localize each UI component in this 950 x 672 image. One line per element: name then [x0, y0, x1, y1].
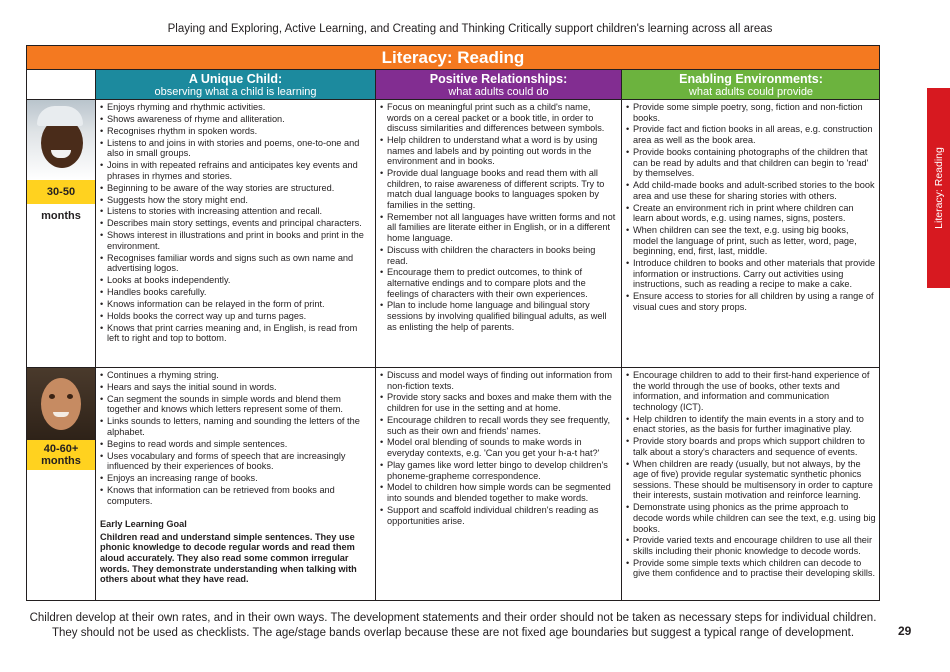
header-corner — [27, 70, 96, 100]
list-item: • Joins in with repeated refrains and anticipates key events and phrases in rhymes and stories. — [100, 160, 371, 181]
list-item: • Introduce children to books and other materials that provide information or instructions. Carry out activities using instructions, such as reading a recipe to make a cake. — [626, 258, 876, 290]
list-item: • Listens to stories with increasing attention and recall. — [100, 206, 371, 217]
bullet-list — [100, 370, 371, 506]
list-item: • Knows that print carries meaning and, in English, is read from left to right and top to bottom. — [100, 323, 371, 344]
footer-line: Children develop at their own rates, and in their own ways. The development statements and their order should not be taken as necessary steps for individual children. — [29, 612, 877, 624]
list-item: • Demonstrate using phonics as the prime approach to decode words while children can see the text, e.g. using big books. — [626, 502, 876, 534]
cell-enabling-environments-40-60 — [622, 368, 880, 601]
list-item: • Recognises familiar words and signs such as own name and advertising logos. — [100, 253, 371, 274]
reading-table — [26, 45, 880, 601]
footer-note — [26, 611, 880, 641]
early-learning-goal-text: Children read and understand simple sentences. They use phonic knowledge to decode regular words and read them aloud accurately. They also read some common irregular words. They demonstrate understanding when talking with others about what they have read. — [100, 531, 357, 585]
list-item: • Discuss with children the characters in books being read. — [380, 245, 617, 266]
list-item: • Beginning to be aware of the way stories are structured. — [100, 183, 371, 194]
list-item: • Model to children how simple words can be segmented into sounds and blended together to make words. — [380, 482, 617, 503]
list-item: • Knows that information can be retrieved from books and computers. — [100, 485, 371, 506]
list-item: • Describes main story settings, events and principal characters. — [100, 218, 371, 229]
list-item: • Encourage children to add to their first-hand experience of the world through the use of books, other texts and information, and information and communication technology (ICT). — [626, 370, 876, 412]
list-item: • Add child-made books and adult-scribed stories to the book area and use these for sharing stories with others. — [626, 180, 876, 201]
list-item: • Continues a rhyming string. — [100, 370, 371, 381]
age-band-40-60 — [27, 368, 96, 601]
list-item: • Listens to and joins in with stories and poems, one-to-one and also in small groups. — [100, 138, 371, 159]
bullet-list — [626, 370, 876, 579]
list-item: • When children can see the text, e.g. using big books, model the language of print, such as letter, word, page, beginning, end, first, last, middle. — [626, 225, 876, 257]
age-label: 30-50 months — [27, 180, 95, 204]
list-item: • Support and scaffold individual children's reading as opportunities arise. — [380, 505, 617, 526]
list-item: • Discuss and model ways of finding out information from non-fiction texts. — [380, 370, 617, 391]
column-subtitle: what adults could do — [448, 86, 549, 98]
list-item: • Remember not all languages have written forms and not all families are literate either in English, or in a different home language. — [380, 212, 617, 244]
list-item: • Knows information can be relayed in the form of print. — [100, 299, 371, 310]
age-band-30-50 — [27, 100, 96, 368]
child-photo — [27, 100, 95, 180]
column-subtitle: what adults could provide — [688, 86, 814, 98]
cell-unique-child-30-50 — [96, 100, 376, 368]
bullet-list — [100, 102, 371, 344]
list-item: • Shows awareness of rhyme and alliteration. — [100, 114, 371, 125]
cell-positive-relationships-40-60 — [376, 368, 622, 601]
column-subtitle: observing what a child is learning — [154, 86, 317, 98]
side-tab-label: Literacy: Reading — [932, 147, 945, 229]
list-item: • Enjoys an increasing range of books. — [100, 473, 371, 484]
cell-positive-relationships-30-50 — [376, 100, 622, 368]
list-item: • Model oral blending of sounds to make words in everyday contexts, e.g. 'Can you get your h-a-t hat?' — [380, 437, 617, 458]
list-item: • Focus on meaningful print such as a child's name, words on a cereal packet or a book title, in order to discuss similarities and differences between symbols. — [380, 102, 617, 134]
list-item: • Can segment the sounds in simple words and blend them together and knows which letters represent some of them. — [100, 394, 371, 415]
list-item: • Links sounds to letters, naming and sounding the letters of the alphabet. — [100, 416, 371, 437]
list-item: • Help children to understand what a word is by using names and labels and by pointing out words in the environment and in books. — [380, 135, 617, 167]
list-item: • Enjoys rhyming and rhythmic activities. — [100, 102, 371, 113]
cell-unique-child-40-60 — [96, 368, 376, 601]
list-item: • Encourage children to recall words they see frequently, such as their own and friends' names. — [380, 415, 617, 436]
list-item: • Holds books the correct way up and turns pages. — [100, 311, 371, 322]
age-label: 40-60+ months — [27, 440, 95, 470]
list-item: • Provide story sacks and boxes and make them with the children for use in the setting and at home. — [380, 392, 617, 413]
list-item: • Provide fact and fiction books in all areas, e.g. construction area as well as the book area. — [626, 124, 876, 145]
list-item: • Uses vocabulary and forms of speech that are increasingly influenced by their experiences of books. — [100, 451, 371, 472]
side-tab — [927, 88, 950, 288]
footer-line: They should not be used as checklists. The age/stage bands overlap because these are not fixed age boundaries but suggest a typical range of development. — [51, 627, 855, 639]
list-item: • Looks at books independently. — [100, 275, 371, 286]
page-number: 29 — [898, 624, 912, 638]
list-item: • Recognises rhythm in spoken words. — [100, 126, 371, 137]
list-item: • Shows interest in illustrations and print in books and print in the environment. — [100, 230, 371, 251]
list-item: • Handles books carefully. — [100, 287, 371, 298]
list-item: • Play games like word letter bingo to develop children's phoneme-grapheme correspondence. — [380, 460, 617, 481]
list-item: • Create an environment rich in print where children can learn about words, e.g. using names, signs, posters. — [626, 203, 876, 224]
column-title: Positive Relationships: — [429, 72, 568, 86]
list-item: • Suggests how the story might end. — [100, 195, 371, 206]
list-item: • Hears and says the initial sound in words. — [100, 382, 371, 393]
column-title: A Unique Child: — [188, 72, 283, 86]
top-line: Playing and Exploring, Active Learning, and Creating and Thinking Critically support children's learning across all areas — [167, 23, 773, 35]
bullet-list — [380, 370, 617, 526]
list-item: • Ensure access to stories for all children by using a range of visual cues and story props. — [626, 291, 876, 312]
table-title: Literacy: Reading — [27, 46, 879, 70]
column-header-enabling-environments — [622, 70, 880, 100]
early-learning-goal-title: Early Learning Goal — [100, 519, 187, 530]
list-item: • Provide dual language books and read them with all children, to raise awareness of different scripts. Try to match dual language books to languages spoken by families in the setting. — [380, 168, 617, 210]
column-title: Enabling Environments: — [679, 72, 823, 86]
list-item: • Provide books containing photographs of the children that can be read by adults and that children can begin to 'read' by themselves. — [626, 147, 876, 179]
bullet-list — [380, 102, 617, 332]
bullet-list — [626, 102, 876, 312]
list-item: • Provide some simple texts which children can decode to give them confidence and to practise their developing skills. — [626, 558, 876, 579]
child-photo — [27, 368, 95, 440]
list-item: • Encourage them to predict outcomes, to think of alternative endings and to compare plots and the feelings of characters with their own experiences. — [380, 267, 617, 299]
column-header-positive-relationships — [376, 70, 622, 100]
cell-enabling-environments-30-50 — [622, 100, 880, 368]
list-item: • Begins to read words and simple sentences. — [100, 439, 371, 450]
list-item: • Provide some simple poetry, song, fiction and non-fiction books. — [626, 102, 876, 123]
column-header-unique-child — [96, 70, 376, 100]
list-item: • Help children to identify the main events in a story and to enact stories, as the basis for further imaginative play. — [626, 414, 876, 435]
list-item: • When children are ready (usually, but not always, by the age of five) provide regular systematic synthetic phonics sessions. These should be multisensory in order to capture their interests, sustain motivation and reinforce learning. — [626, 459, 876, 501]
list-item: • Provide varied texts and encourage children to use all their skills including their phonic knowledge to decode words. — [626, 535, 876, 556]
list-item: • Provide story boards and props which support children to talk about a story's characters and sequence of events. — [626, 436, 876, 457]
list-item: • Plan to include home language and bilingual story sessions by involving qualified bilingual adults, as well as enlisting the help of parents. — [380, 300, 617, 332]
